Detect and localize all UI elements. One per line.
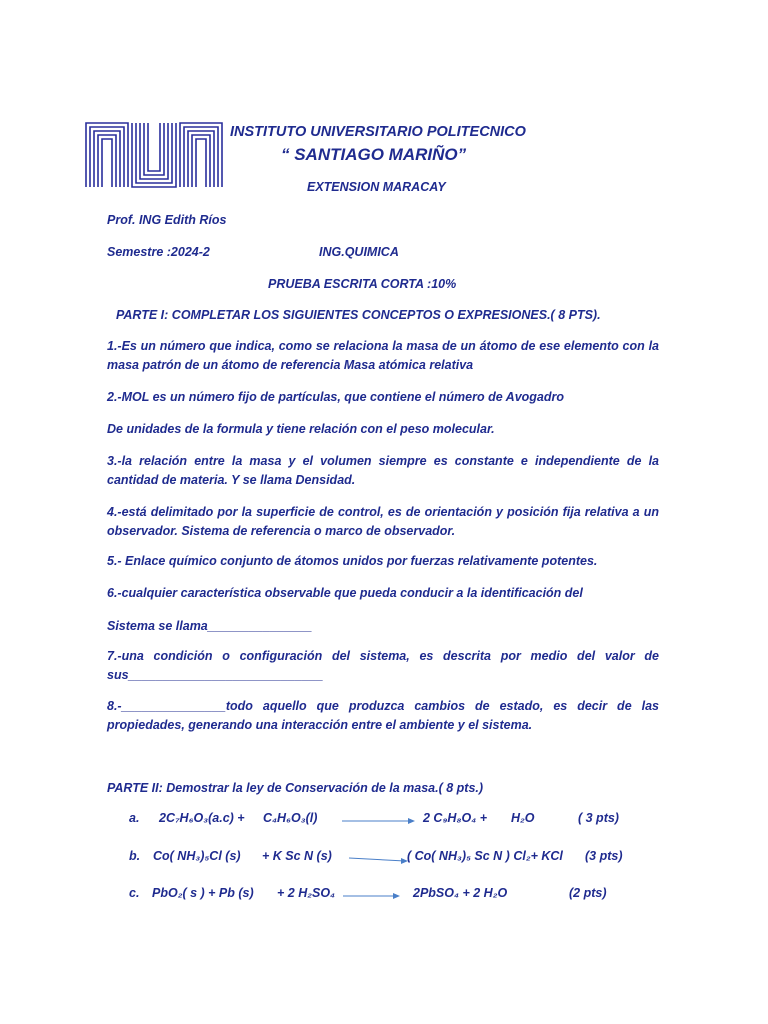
reactant: + K Sc N (s) <box>262 849 332 863</box>
item-6-continuation: Sistema se llama_______________ <box>107 619 313 633</box>
product: 2 C₉H₈O₄ + <box>423 811 488 825</box>
extension-label: EXTENSION MARACAY <box>307 180 446 194</box>
institute-logo-icon <box>84 121 224 189</box>
equation-label: a. <box>129 811 140 825</box>
equation-b <box>0 849 768 869</box>
reaction-arrow-icon <box>343 896 401 900</box>
item-1: 1.-Es un número que indica, como se relaciona la masa de un átomo de ese elemento con la masa patrón de un átomo de referencia Masa atómica relativa <box>107 339 659 372</box>
reactant: PbO₂( s ) + Pb (s) <box>152 886 254 900</box>
reaction-arrow-icon <box>349 858 409 864</box>
product: H₂O <box>511 811 535 825</box>
reaction-arrow-icon <box>342 821 416 825</box>
equation-a <box>0 811 768 831</box>
reactant: C₄H₆O₃(l) <box>263 811 318 825</box>
reactant: 2C₇H₆O₃(a.c) + <box>159 811 245 825</box>
exam-title: PRUEBA ESCRITA CORTA :10% <box>268 277 457 291</box>
item-6: 6.-cualquier característica observable que pueda conducir a la identificación del <box>107 586 583 600</box>
points-label: (3 pts) <box>585 849 623 863</box>
item-4: 4.-está delimitado por la superficie de control, es de orientación y posición fija relativa a un observador. Sistema de referencia o marco de observador. <box>107 505 659 538</box>
item-7: 7.-una condición o configuración del sistema, es descrita por medio del valor de sus____________________________ <box>107 649 659 682</box>
item-3: 3.-la relación entre la masa y el volumen siempre es constante e independiente de la cantidad de materia. Y se llama Densidad. <box>107 454 659 487</box>
reactant: Co( NH₃)₅Cl (s) <box>153 849 241 863</box>
institution-title: INSTITUTO UNIVERSITARIO POLITECNICO <box>230 124 526 140</box>
item-5: 5.- Enlace químico conjunto de átomos unidos por fuerzas relativamente potentes. <box>107 554 598 568</box>
part2-title: PARTE II: Demostrar la ley de Conservación de la masa.( 8 pts.) <box>107 781 484 795</box>
points-label: ( 3 pts) <box>578 811 619 825</box>
item-2: 2.-MOL es un número fijo de partículas, que contiene el número de Avogadro <box>107 390 565 404</box>
part1-title: PARTE I: COMPLETAR LOS SIGUIENTES CONCEPTOS O EXPRESIONES.( 8 PTS). <box>116 308 601 322</box>
semester-label: Semestre :2024-2 <box>107 245 210 259</box>
product: 2PbSO₄ + 2 H₂O <box>413 886 508 900</box>
career-label: ING.QUIMICA <box>319 245 399 259</box>
item-2-continuation: De unidades de la formula y tiene relación con el peso molecular. <box>107 422 495 436</box>
institution-name: “ SANTIAGO MARIÑO” <box>281 145 467 164</box>
equation-label: c. <box>129 886 140 900</box>
reactant: + 2 H₂SO₄ <box>277 886 336 900</box>
equation-c <box>0 886 768 906</box>
equation-label: b. <box>129 849 141 863</box>
professor-label: Prof. ING Edith Ríos <box>107 213 227 227</box>
item-8: 8.-_______________todo aquello que produzca cambios de estado, es decir de las propiedades, generando una interacción entre el ambiente y el sistema. <box>107 699 659 732</box>
points-label: (2 pts) <box>569 886 607 900</box>
product: ( Co( NH₃)₅ Sc N ) Cl₂+ KCl <box>407 849 563 863</box>
